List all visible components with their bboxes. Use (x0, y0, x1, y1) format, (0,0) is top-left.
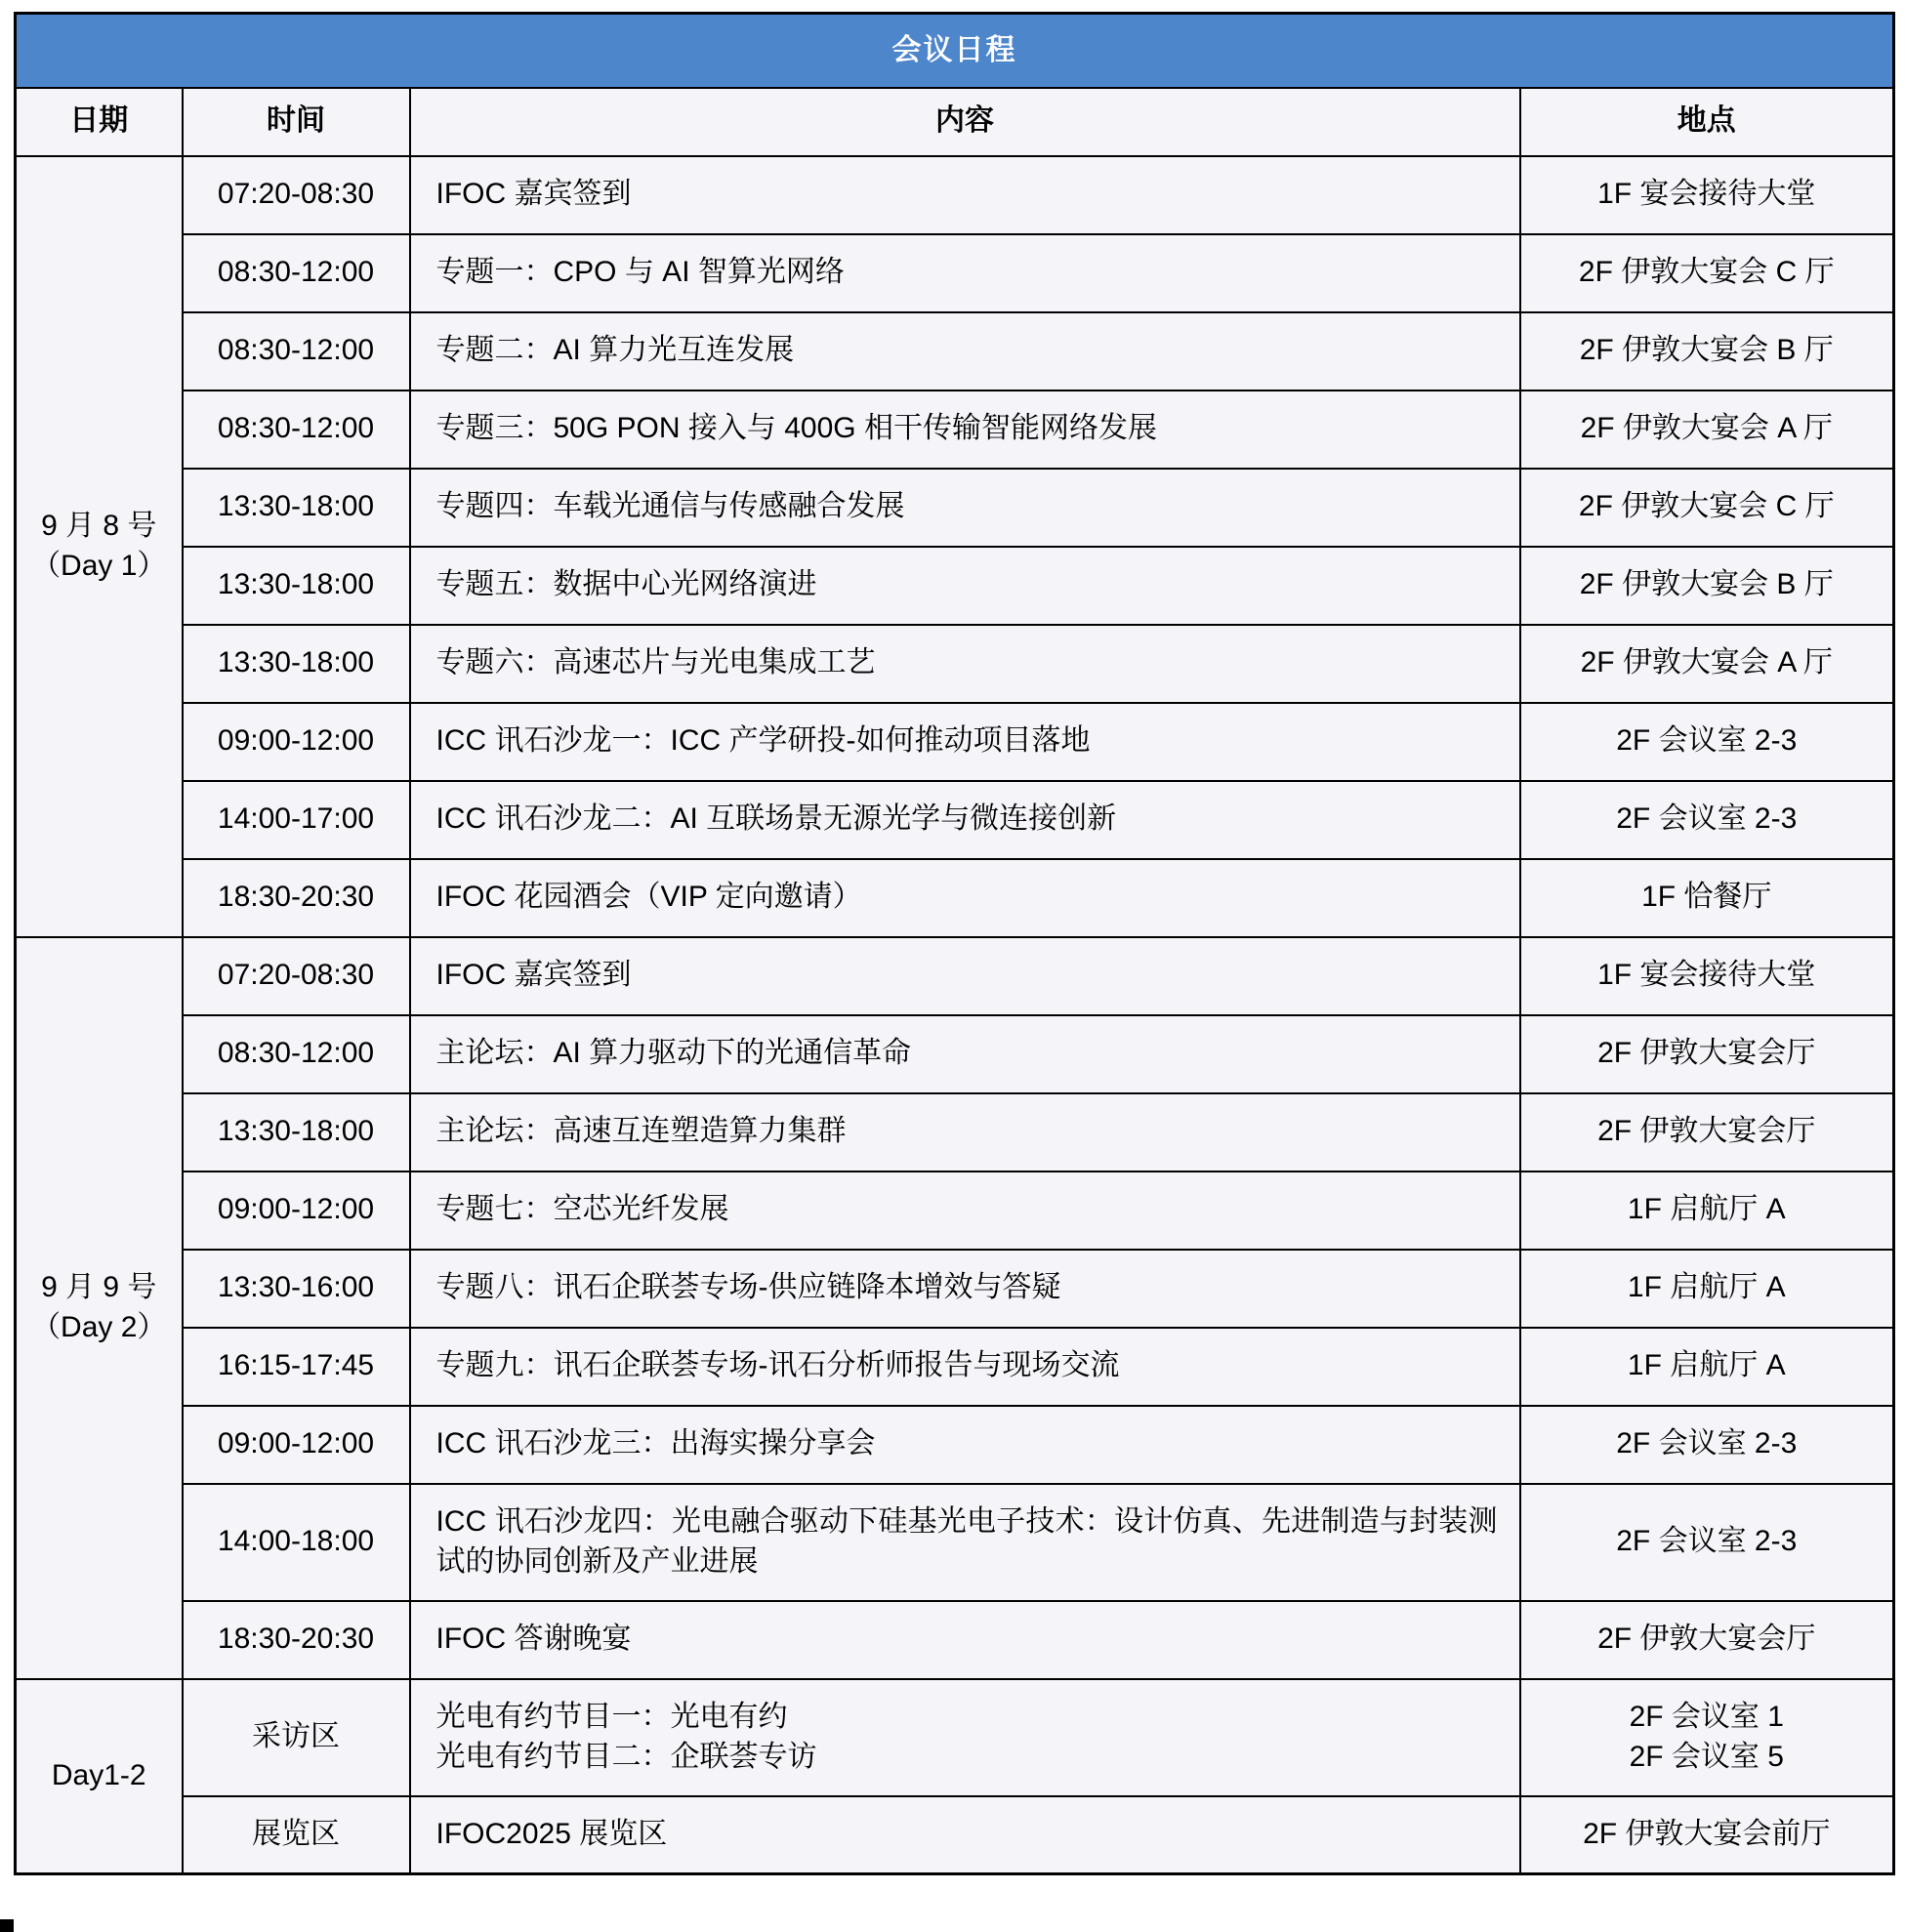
content-cell: ICC 讯石沙龙二：AI 互联场景无源光学与微连接创新 (410, 781, 1520, 859)
location-cell: 2F 会议室 2-3 (1520, 703, 1894, 781)
page-title: 会议日程 (16, 14, 1894, 88)
time-cell: 08:30-12:00 (183, 312, 410, 391)
date-label: Day1-2 (51, 1759, 146, 1791)
location-line: 2F 会议室 1 (1629, 1701, 1784, 1733)
location-cell: 1F 启航厅 A (1520, 1172, 1894, 1250)
content-cell: 专题一：CPO 与 AI 智算光网络 (410, 234, 1520, 312)
content-cell: 专题八：讯石企联荟专场-供应链降本增效与答疑 (410, 1250, 1520, 1328)
column-header-content: 内容 (410, 88, 1520, 156)
location-cell: 1F 宴会接待大堂 (1520, 156, 1894, 234)
content-line: 光电有约节目二：企联荟专访 (435, 1740, 817, 1773)
content-cell: 主论坛：高速互连塑造算力集群 (410, 1093, 1520, 1172)
content-cell: 专题七：空芯光纤发展 (410, 1172, 1520, 1250)
location-cell: 2F 伊敦大宴会前厅 (1520, 1796, 1894, 1874)
location-cell: 1F 启航厅 A (1520, 1250, 1894, 1328)
date-sublabel: （Day 1） (31, 549, 167, 582)
content-cell: 专题三：50G PON 接入与 400G 相干传输智能网络发展 (410, 391, 1520, 469)
content-cell: ICC 讯石沙龙四：光电融合驱动下硅基光电子技术：设计仿真、先进制造与封装测试的协同创新及产业进展 (410, 1484, 1520, 1601)
table-row (16, 1601, 1894, 1679)
content-cell: IFOC2025 展览区 (410, 1796, 1520, 1874)
time-cell: 采访区 (183, 1679, 410, 1796)
page-corner-artifact (0, 1919, 14, 1932)
content-line: 光电有约节目一：光电有约 (435, 1701, 788, 1733)
time-cell: 09:00-12:00 (183, 1406, 410, 1484)
location-line: 2F 会议室 5 (1629, 1740, 1784, 1773)
time-cell: 13:30-18:00 (183, 547, 410, 625)
title-row (16, 14, 1894, 88)
time-cell: 13:30-18:00 (183, 625, 410, 703)
location-cell: 2F 会议室 2-3 (1520, 1406, 1894, 1484)
location-cell: 2F 伊敦大宴会厅 (1520, 1093, 1894, 1172)
date-cell-day1-2 (16, 1679, 183, 1874)
date-cell-day2 (16, 937, 183, 1679)
table-row (16, 1796, 1894, 1874)
content-cell: IFOC 嘉宾签到 (410, 156, 1520, 234)
table-row (16, 859, 1894, 937)
location-cell: 2F 伊敦大宴会 A 厅 (1520, 625, 1894, 703)
content-cell: IFOC 答谢晚宴 (410, 1601, 1520, 1679)
date-label: 9 月 9 号 (41, 1271, 157, 1303)
location-cell: 2F 伊敦大宴会 C 厅 (1520, 234, 1894, 312)
time-cell: 13:30-18:00 (183, 469, 410, 547)
date-sublabel: （Day 2） (31, 1310, 167, 1343)
content-cell: 专题九：讯石企联荟专场-讯石分析师报告与现场交流 (410, 1328, 1520, 1406)
table-row (16, 469, 1894, 547)
location-cell: 2F 伊敦大宴会 C 厅 (1520, 469, 1894, 547)
time-cell: 07:20-08:30 (183, 156, 410, 234)
conference-schedule-table (14, 12, 1895, 1875)
content-cell: 主论坛：AI 算力驱动下的光通信革命 (410, 1015, 1520, 1093)
time-cell: 13:30-18:00 (183, 1093, 410, 1172)
date-cell-day1 (16, 156, 183, 937)
time-cell: 18:30-20:30 (183, 859, 410, 937)
table-row (16, 234, 1894, 312)
table-row (16, 781, 1894, 859)
content-cell (410, 1679, 1520, 1796)
table-row (16, 1484, 1894, 1601)
table-row (16, 1250, 1894, 1328)
time-cell: 16:15-17:45 (183, 1328, 410, 1406)
table-row (16, 937, 1894, 1015)
time-cell: 08:30-12:00 (183, 234, 410, 312)
table-row (16, 1328, 1894, 1406)
time-cell: 09:00-12:00 (183, 703, 410, 781)
time-cell: 08:30-12:00 (183, 391, 410, 469)
location-cell (1520, 1679, 1894, 1796)
column-header-time: 时间 (183, 88, 410, 156)
time-cell: 08:30-12:00 (183, 1015, 410, 1093)
time-cell: 07:20-08:30 (183, 937, 410, 1015)
table-row (16, 1015, 1894, 1093)
table-row (16, 1172, 1894, 1250)
content-cell: IFOC 嘉宾签到 (410, 937, 1520, 1015)
time-cell: 14:00-18:00 (183, 1484, 410, 1601)
location-cell: 2F 伊敦大宴会 B 厅 (1520, 547, 1894, 625)
content-cell: 专题六：高速芯片与光电集成工艺 (410, 625, 1520, 703)
location-cell: 1F 恰餐厅 (1520, 859, 1894, 937)
time-cell: 展览区 (183, 1796, 410, 1874)
location-cell: 2F 伊敦大宴会 B 厅 (1520, 312, 1894, 391)
location-cell: 2F 伊敦大宴会厅 (1520, 1015, 1894, 1093)
table-row (16, 547, 1894, 625)
location-cell: 2F 会议室 2-3 (1520, 1484, 1894, 1601)
location-cell: 1F 启航厅 A (1520, 1328, 1894, 1406)
location-cell: 2F 伊敦大宴会厅 (1520, 1601, 1894, 1679)
time-cell: 14:00-17:00 (183, 781, 410, 859)
table-row (16, 312, 1894, 391)
time-cell: 09:00-12:00 (183, 1172, 410, 1250)
content-cell: 专题四：车载光通信与传感融合发展 (410, 469, 1520, 547)
table-row (16, 391, 1894, 469)
table-row (16, 156, 1894, 234)
column-header-date: 日期 (16, 88, 183, 156)
time-cell: 18:30-20:30 (183, 1601, 410, 1679)
location-cell: 2F 会议室 2-3 (1520, 781, 1894, 859)
content-cell: 专题二：AI 算力光互连发展 (410, 312, 1520, 391)
time-cell: 13:30-16:00 (183, 1250, 410, 1328)
content-cell: 专题五：数据中心光网络演进 (410, 547, 1520, 625)
content-cell: IFOC 花园酒会（VIP 定向邀请） (410, 859, 1520, 937)
location-cell: 2F 伊敦大宴会 A 厅 (1520, 391, 1894, 469)
header-row (16, 88, 1894, 156)
table-row (16, 1406, 1894, 1484)
content-cell: ICC 讯石沙龙三：出海实操分享会 (410, 1406, 1520, 1484)
location-cell: 1F 宴会接待大堂 (1520, 937, 1894, 1015)
table-row (16, 1093, 1894, 1172)
table-row (16, 625, 1894, 703)
table-row (16, 703, 1894, 781)
date-label: 9 月 8 号 (41, 510, 157, 542)
content-cell: ICC 讯石沙龙一：ICC 产学研投-如何推动项目落地 (410, 703, 1520, 781)
column-header-location: 地点 (1520, 88, 1894, 156)
table-row (16, 1679, 1894, 1796)
